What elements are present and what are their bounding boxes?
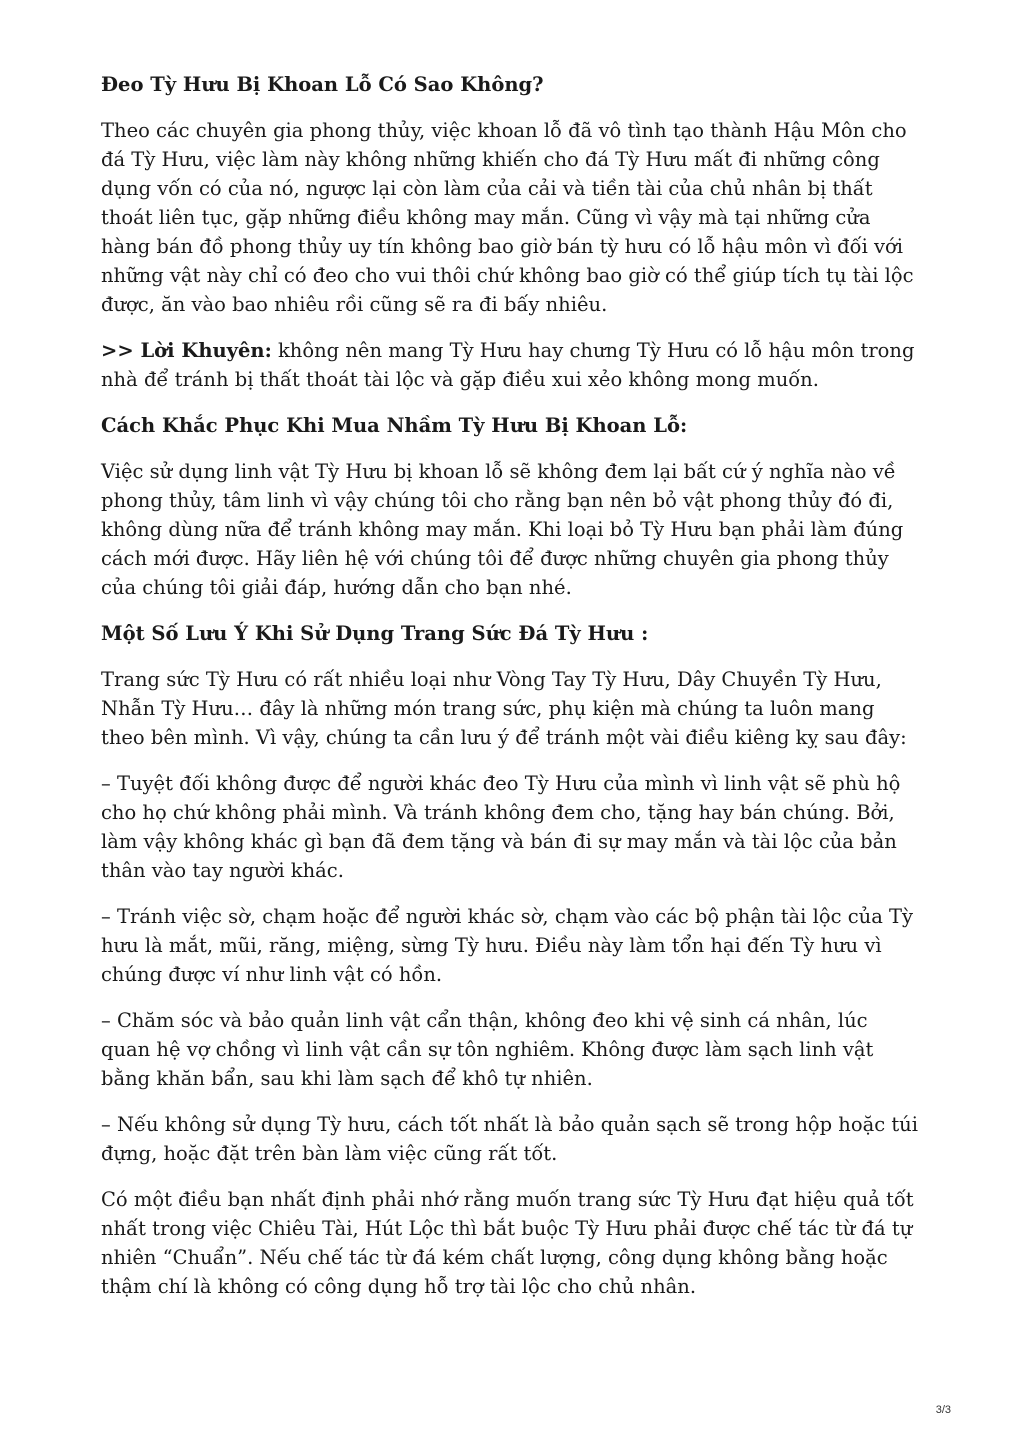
section-heading-khoan-lo: Đeo Tỳ Hưu Bị Khoan Lỗ Có Sao Không?	[101, 73, 544, 96]
advice-paragraph	[101, 336, 923, 394]
list-item: – Tránh việc sờ, chạm hoặc để người khác sờ, chạm vào các bộ phận tài lộc của Tỳ hưu là mắt, mũi, răng, miệng, sừng Tỳ hưu. Điều này làm tổn hại đến Tỳ hưu vì chúng được ví như linh vật có hồn.	[101, 905, 914, 986]
section-heading-khac-phuc: Cách Khắc Phục Khi Mua Nhầm Tỳ Hưu Bị Khoan Lỗ:	[101, 414, 688, 437]
advice-text: không nên mang Tỳ Hưu hay chưng Tỳ Hưu có lỗ hậu môn trong nhà để tránh bị thất thoát tài lộc và gặp điều xui xẻo không mong muốn.	[101, 339, 915, 391]
paragraph: Trang sức Tỳ Hưu có rất nhiều loại như Vòng Tay Tỳ Hưu, Dây Chuyền Tỳ Hưu, Nhẫn Tỳ Hưu… đây là những món trang sức, phụ kiện mà chúng ta luôn mang theo bên mình. Vì vậy, chúng ta cần lưu ý để tránh một vài điều kiêng kỵ sau đây:	[101, 668, 907, 749]
paragraph: Việc sử dụng linh vật Tỳ Hưu bị khoan lỗ sẽ không đem lại bất cứ ý nghĩa nào về phong thủy, tâm linh vì vậy chúng tôi cho rằng bạn nên bỏ vật phong thủy đó đi, không dùng nữa để tránh không may mắn. Khi loại bỏ Tỳ Hưu bạn phải làm đúng cách mới được. Hãy liên hệ với chúng tôi để được những chuyên gia phong thủy của chúng tôi giải đáp, hướng dẫn cho bạn nhé.	[101, 460, 904, 599]
list-item: – Nếu không sử dụng Tỳ hưu, cách tốt nhất là bảo quản sạch sẽ trong hộp hoặc túi đựng, hoặc đặt trên bàn làm việc cũng rất tốt.	[101, 1113, 918, 1165]
advice-lead: >> Lời Khuyên:	[101, 339, 272, 362]
list-item: – Chăm sóc và bảo quản linh vật cẩn thận, không đeo khi vệ sinh cá nhân, lúc quan hệ vợ chồng vì linh vật cần sự tôn nghiêm. Không được làm sạch linh vật bằng khăn bẩn, sau khi làm sạch để khô tự nhiên.	[101, 1009, 874, 1090]
paragraph: Có một điều bạn nhất định phải nhớ rằng muốn trang sức Tỳ Hưu đạt hiệu quả tốt nhất trong việc Chiêu Tài, Hút Lộc thì bắt buộc Tỳ Hưu phải được chế tác từ đá tự nhiên “Chuẩn”. Nếu chế tác từ đá kém chất lượng, công dụng không bằng hoặc thậm chí là không có công dụng hỗ trợ tài lộc cho chủ nhân.	[101, 1188, 914, 1298]
paragraph: Theo các chuyên gia phong thủy, việc khoan lỗ đã vô tình tạo thành Hậu Môn cho đá Tỳ Hưu, việc làm này không những khiến cho đá Tỳ Hưu mất đi những công dụng vốn có của nó, ngược lại còn làm của cải và tiền tài của chủ nhân bị thất thoát liên tục, gặp những điều không may mắn. Cũng vì vậy mà tại những cửa hàng bán đồ phong thủy uy tín không bao giờ bán tỳ hưu có lỗ hậu môn vì đối với những vật này chỉ có đeo cho vui thôi chứ không bao giờ có thể giúp tích tụ tài lộc được, ăn vào bao nhiêu rồi cũng sẽ ra đi bấy nhiêu.	[101, 119, 914, 316]
section-heading-luu-y: Một Số Lưu Ý Khi Sử Dụng Trang Sức Đá Tỳ Hưu :	[101, 622, 649, 645]
page-number: 3/3	[935, 1404, 951, 1416]
document-body	[101, 70, 923, 1318]
list-item: – Tuyệt đối không được để người khác đeo Tỳ Hưu của mình vì linh vật sẽ phù hộ cho họ chứ không phải mình. Và tránh không đem cho, tặng hay bán chúng. Bởi, làm vậy không khác gì bạn đã đem tặng và bán đi sự may mắn và tài lộc của bản thân vào tay người khác.	[101, 772, 901, 882]
